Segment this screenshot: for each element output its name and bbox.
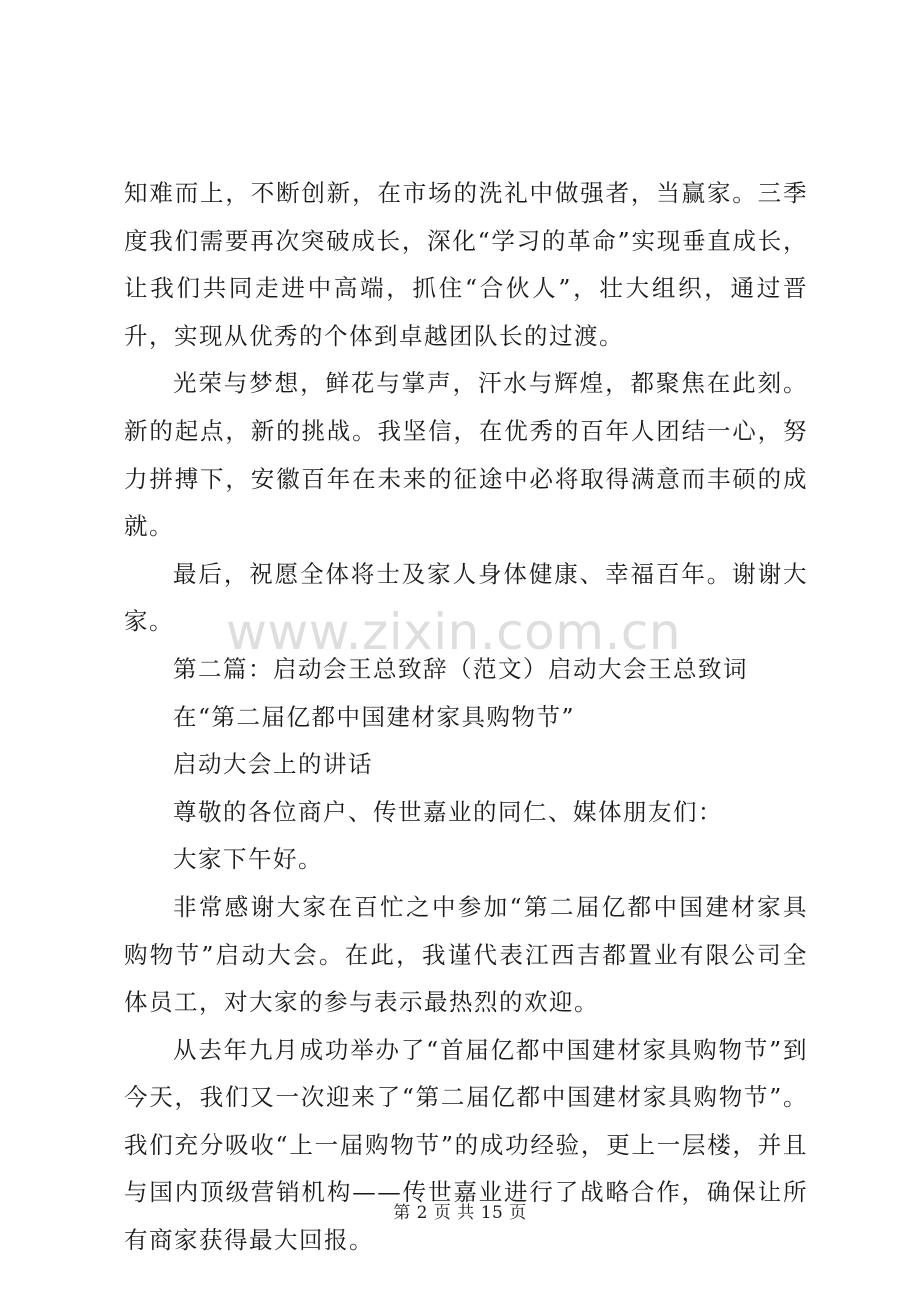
speech-title-line-2: 启动大会上的讲话 xyxy=(173,750,373,779)
paragraph: 从去年九月成功举办了“首届亿都中国建材家具购物节”到今天，我们又一次迎来了“第二届亿都中国建材家具购物节”。我们充分吸收“上一届购物节”的成功经验，更上一层楼，并且与国内顶级营销机构——传世嘉业进行了战略合作，确保让所有商家获得最大回报。 xyxy=(124,1035,808,1255)
paragraph: 非常感谢大家在百忙之中参加“第二届亿都中国建材家具购物节”启动大会。在此，我谨代表江西吉都置业有限公司全体员工，对大家的参与表示最热烈的欢迎。 xyxy=(124,892,808,1017)
paragraph: 知难而上，不断创新，在市场的洗礼中做强者，当赢家。三季度我们需要再次突破成长，深化“学习的革命”实现垂直成长，让我们共同走进中高端，抓住“合伙人”，壮大组织，通过晋升，实现从优秀的个体到卓越团队长的过渡。 xyxy=(124,179,808,350)
section-heading: 第二篇：启动会王总致辞（范文）启动大会王总致词 xyxy=(173,654,748,683)
document-body xyxy=(124,170,808,1265)
salutation: 尊敬的各位商户、传世嘉业的同仁、媒体朋友们： xyxy=(173,797,723,826)
watermark: www.zixin.com.cn xyxy=(226,603,682,661)
speech-title-line-1: 在“第二届亿都中国建材家具购物节” xyxy=(173,702,576,731)
paragraph: 最后，祝愿全体将士及家人身体健康、幸福百年。谢谢大家。 xyxy=(124,559,808,636)
page-footer: 第 2 页 共 15 页 xyxy=(393,1203,527,1223)
greeting: 大家下午好。 xyxy=(173,845,323,874)
paragraph: 光荣与梦想，鲜花与掌声，汗水与辉煌，都聚焦在此刻。新的起点，新的挑战。我坚信，在优秀的百年人团结一心，努力拼搏下，安徽百年在未来的征途中必将取得满意而丰硕的成就。 xyxy=(124,369,808,541)
